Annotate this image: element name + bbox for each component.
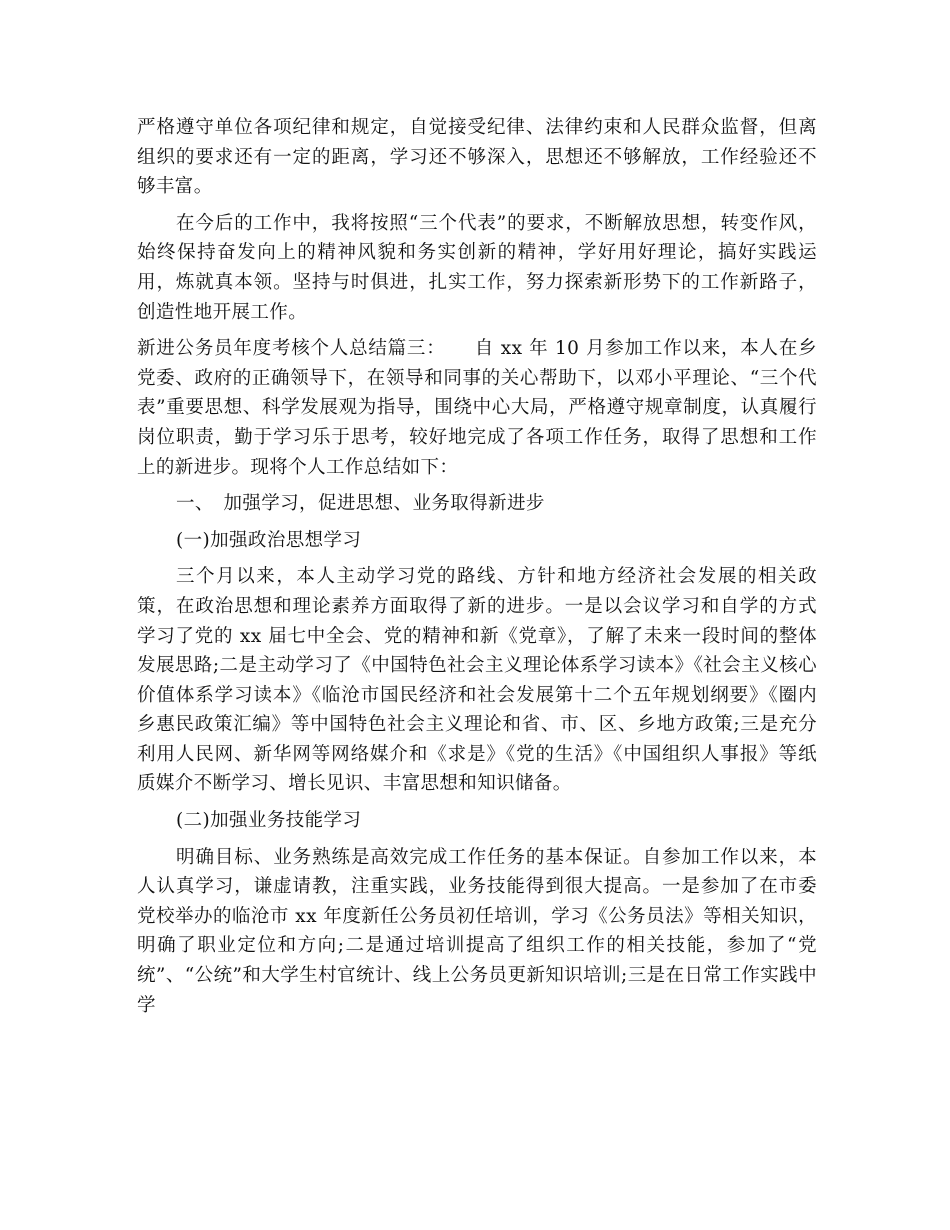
paragraph-discipline-summary: 严格遵守单位各项纪律和规定，自觉接受纪律、法律约束和人民群众监督，但离组织的要求还有一定的距离，学习还不够深入，思想还不够解放，工作经验还不够丰富。 [137,117,817,198]
subsection-heading-skills-study: (二)加强业务技能学习 [176,810,362,832]
subsection-heading-political-study: (一)加强政治思想学习 [176,529,362,551]
section-heading-1: 一、 加强学习，促进思想、业务取得新进步 [176,493,545,515]
document-body [137,113,817,1027]
paragraph-skills-study: 明确目标、业务熟练是高效完成工作任务的基本保证。自参加工作以来，本人认真学习，谦虚请教，注重实践，业务技能得到很大提高。一是参加了在市委党校举办的临沧市 xx 年度新任公务员初任培训，学习《公务员法》等相关知识，明确了职业定位和方向;二是通过培训提高了组织工作的相关技能，参加了“党统”、“公统”和大学生村官统计、线上公务员更新知识培训;三是在日常工作实践中学 [137,846,817,1016]
paragraph-part-three-intro: 新进公务员年度考核个人总结篇三： 自 xx 年 10 月参加工作以来，本人在乡党委、政府的正确领导下，在领导和同事的关心帮助下，以邓小平理论、“三个代表”重要思想、科学发展观为指导，围绕中心大局，严格遵守规章制度，认真履行岗位职责，勤于学习乐于思考，较好地完成了各项工作任务，取得了思想和工作上的新进步。现将个人工作总结如下： [137,338,817,478]
paragraph-political-study: 三个月以来，本人主动学习党的路线、方针和地方经济社会发展的相关政策，在政治思想和理论素养方面取得了新的进步。一是以会议学习和自学的方式学习了党的 xx 届七中全会、党的精神和新《党章》，了解了未来一段时间的整体发展思路;二是主动学习了《中国特色社会主义理论体系学习读本》《社会主义核心价值体系学习读本》《临沧市国民经济和社会发展第十二个五年规划纲要》《圈内乡惠民政策汇编》等中国特色社会主义理论和省、市、区、乡地方政策;三是充分利用人民网、新华网等网络媒介和《求是》《党的生活》《中国组织人事报》等纸质媒介不断学习、增长见识、丰富思想和知识储备。 [137,566,817,795]
paragraph-future-work: 在今后的工作中，我将按照“三个代表”的要求，不断解放思想，转变作风，始终保持奋发向上的精神风貌和务实创新的精神，学好用好理论，搞好实践运用，炼就真本领。坚持与时俱进，扎实工作，努力探索新形势下的工作新路子，创造性地开展工作。 [137,212,817,323]
